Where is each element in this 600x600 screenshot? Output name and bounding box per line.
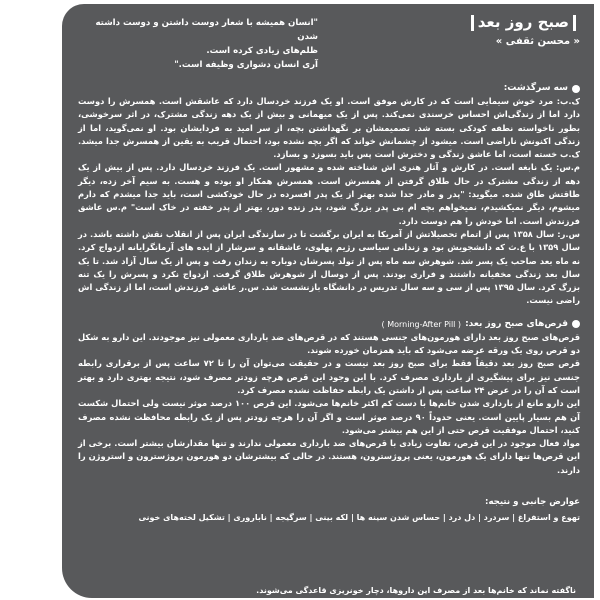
footnote: ناگفته نماند که خانم‌ها بعد از مصرف این داروها، دچار خونریزی قاعدگی می‌شوند. — [256, 586, 576, 595]
article-quote — [78, 16, 318, 72]
section-heading-stories — [78, 82, 580, 95]
section-heading-pill — [78, 318, 580, 331]
title-bar-left — [471, 15, 474, 31]
quote-line: "انسان همیشه با شعار دوست داشتن و دوست داشته شدن — [95, 18, 318, 42]
title-bar-right — [573, 15, 576, 31]
quote-line: ظلم‌های زیادی کرده است. — [206, 46, 318, 56]
story-paragraph: ک.ب: مرد خوش سیمایی است که در کارش موفق است. او یک فرزند خردسال دارد که عاشقش است. همسرش را دوست دارد اما از زندگی‌اش احساس خرسندی نمی‌کند. پس از یک میهمانی و بیش از یک دهه زندگی مشترک، در اثر سرخوشی، بطور ناخواسته نطفه کودکی بسته شد. تصمیمشان بر نگهداشتن بچه، از سر امید به فردایشان بود. او نمی‌گوید، اما از زندگی اکنونش ناراضی است. میشود از چشمانش خواند که اگر بچه نشده بود، احتمال قریب به یقین از همسرش جدا میشد. ک.ب خسته است، اما عاشق زندگی و دخترش است پس باید بسوزد و بسازد. — [78, 96, 580, 160]
article-content — [62, 4, 594, 598]
section-heading-text: قرص‌های صبح روز بعد: — [465, 318, 568, 329]
quote-line: آری انسان دشواری وظیفه است." — [174, 60, 318, 70]
section-heading-text: سه سرگذشت: — [503, 83, 568, 93]
title-block — [430, 10, 580, 47]
pill-paragraph: این دارو مانع از بارداری شدن خانم‌ها با دست کم اکثر خانم‌ها می‌شود. این قرص ۱۰۰ درصد موثر نیست ولی احتمال شکست آن هم بسیار پایین است. یعنی حدوداً ۹۰ درصد موثر است و اگر آن را هرچه زودتر پس از یک رابطه محافظت نشده مصرف کنید، احتمال موفقیت قرص حتی از این هم بیشتر می‌شود. — [78, 398, 580, 435]
side-effects-list: تهوع و استفراغ | سردرد | دل درد | حساس شدن سینه ها | لکه بینی | سرگیجه | ناباروری | تشکیل لخته‌های خونی — [138, 513, 580, 523]
article-author: « محسن ثقفی » — [495, 36, 580, 47]
pill-paragraph: قرص صبح روز بعد دقیقاً فقط برای صبح روز بعد نیست و در حقیقت می‌توان آن را تا ۷۲ ساعت پس از برقراری رابطه جنسی نیز برای پیشگیری از بارداری مصرف کرد. با این وجود این قرص هرچه زودتر مصرف شود، نتیجه بهتری دارد و بهتر است که آن را در عرض ۲۴ ساعت پس از داشتن یک رابطه حفاظت نشده مصرف کرد. — [78, 358, 580, 395]
bullet-icon — [572, 85, 580, 93]
article-header — [78, 10, 580, 72]
section-heading-english: ( Morning-After Pill ) — [381, 319, 462, 329]
story-paragraph: س.ر: سال ۱۳۵۸ پس از اتمام تحصیلاتش از آمریکا به ایران برگشت تا در سازندگی ایران پس از انقلاب نقش داشته باشد. در سال ۱۳۵۹ با ع.ث که دانشجویش بود و زندانی سیاسی رژیم پهلوی، عاشقانه و سرشار از ایده های آرمانگرایانه ازدواج کرد. نه ماه بعد صاحب یک پسر شد. شوهرش سه ماه پس از تولد پسرشان دوباره به زندان رفت و پس از یک سال آزاد شد. تا یک سال بعد زندگی مخفیانه داشتند و فراری بودند. پس از دوسال از شوهرش طلاق گرفت. ازدواج نکرد و پسرش را یک تنه بزرگ کرد. سال ۱۳۹۵ پس از سی و سه سال تدریس در دانشگاه بازنشست شد. س.ر عاشق فرزندش است، اما از زندگی اش راضی نیست. — [78, 228, 580, 306]
pill-paragraph: قرص‌های صبح روز بعد دارای هورمون‌های جنسی هستند که در قرص‌های ضد بارداری معمولی نیز موجودند. این دارو به شکل دو قرص روی یک ورقه عرضه می‌شود که باید همزمان خورده شوند. — [78, 331, 580, 356]
pill-paragraph: مواد فعال موجود در این قرص، تفاوت زیادی با قرص‌های ضد بارداری معمولی ندارند و تنها مقدارشان بیشتر است. برخی از این قرص‌ها تنها دارای یک هورمون، یعنی پروژسترون، هستند. در حالی که بیشترشان دو هورمون پروژسترون و استروژن را دارند. — [78, 438, 580, 475]
bullet-icon — [572, 320, 580, 328]
article-title-text: صبح روز بعد — [477, 13, 569, 31]
story-paragraph: م.س: یک نابغه است. در کارش و آثار هنری اش شناخته شده و مشهور است. یک فرزند خردسال دارد. پس از بیش از یک دهه از زندگی مشترک در حال طلاق گرفتن از همسرش است. همسرش همکار او بوده و هست. به سیم آخر زده، دیگر طاقتش طاق شده. میگوید: "پدر و مادر جدا شده بهتر از یک پدر افسرده در حال خودکشی است، باید جدا میشدم که دارم میشوم، دیگر نمیکشیدم، نمیخواهم بچه ام بی پدر بزرگ شود، پدر زنده دور، بهتر از پدر خفته در خاک است" م.س عاشق فرزندش است. اما خودش را هم دوست دارد. — [78, 162, 580, 226]
article-title — [430, 12, 580, 32]
side-effects-heading: عوارض جانبی و نتیجه: — [485, 497, 580, 508]
